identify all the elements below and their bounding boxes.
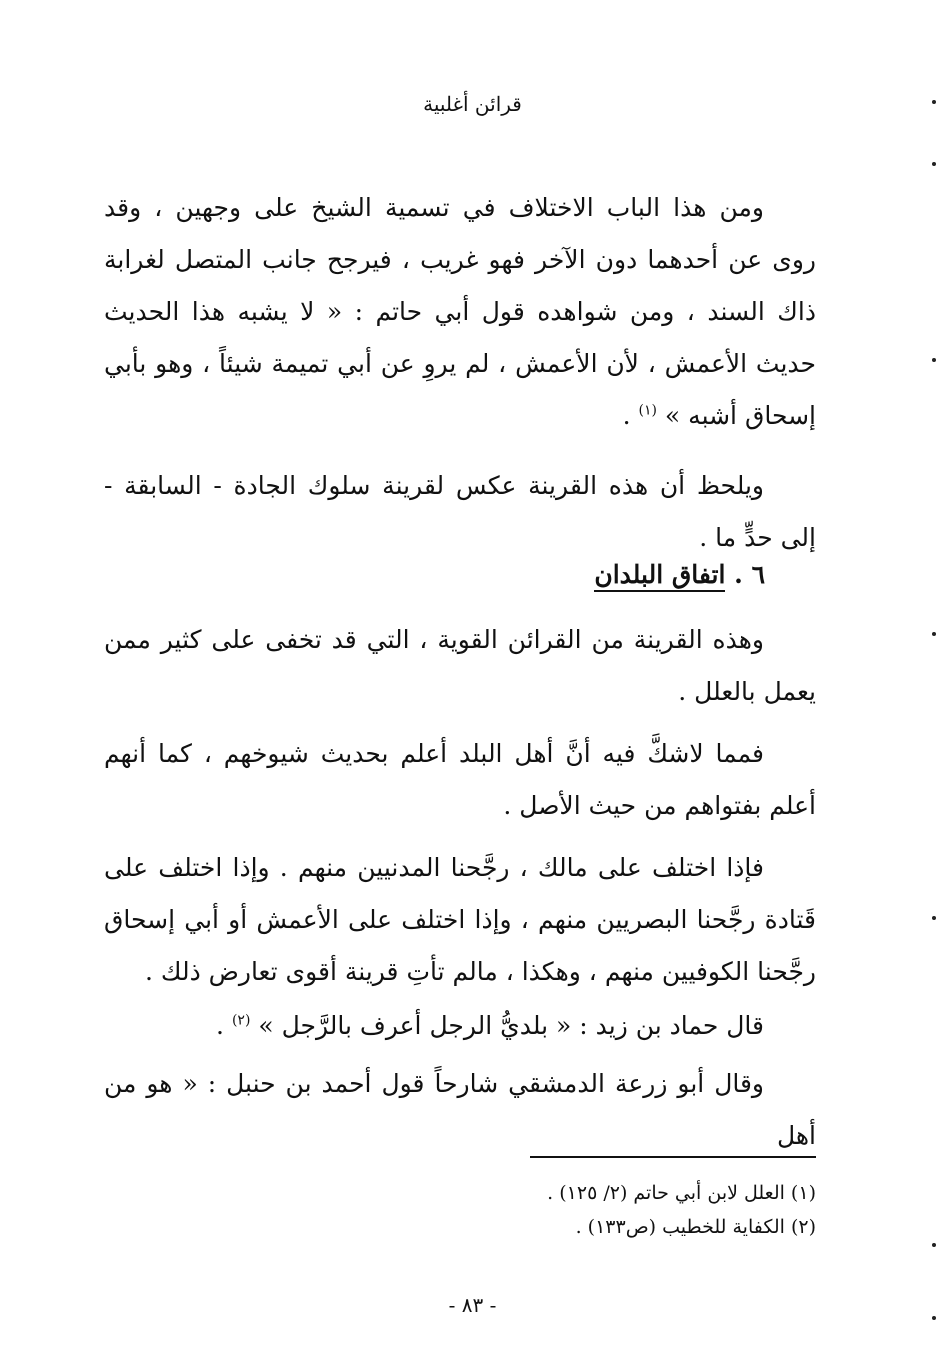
paragraph (104, 182, 816, 442)
scan-mark (932, 100, 936, 104)
scan-mark (932, 358, 936, 362)
running-head: قرائن أغلبية (423, 92, 522, 116)
paragraph-end: . (216, 1011, 232, 1040)
footnote-ref[interactable]: (١) (638, 402, 657, 419)
scan-mark (932, 162, 936, 166)
paragraph-text: فمما لاشكَّ فيه أنَّ أهل البلد أعلم بحديث شيوخهم ، كما أنهم أعلم بفتواهم من حيث الأصل . (104, 739, 816, 820)
scan-mark (932, 1243, 936, 1247)
section-title: اتفاق البلدان (594, 560, 725, 592)
page-number: - ٨٣ - (448, 1293, 497, 1317)
footnote: (٢) الكفاية للخطيب (ص١٣٣) . (575, 1216, 816, 1238)
footnote-ref[interactable]: (٢) (231, 1012, 251, 1029)
paragraph (104, 460, 816, 564)
paragraph-text: قال حماد بن زيد : « بلديُّ الرجل أعرف بالرَّجل » (258, 1011, 764, 1040)
body-block-bottom (104, 614, 816, 1162)
section-number: ٦ . (734, 560, 765, 589)
footnote: (١) العلل لابن أبي حاتم (٢/ ١٢٥) . (547, 1182, 816, 1204)
paragraph-text: ومن هذا الباب الاختلاف في تسمية الشيخ على وجهين ، وقد روى عن أحدهما دون الآخر فهو غريب ، فيرجح جانب المتصل لغرابة ذاك السند ، ومن شواهده قول أبي حاتم : « لا يشبه هذا الحديث حديث الأعمش ، لأن الأعمش ، لم يروِ عن أبي تميمة شيئاً ، وهو بأبي إسحاق أشبه » (104, 193, 816, 430)
paragraph (104, 842, 816, 998)
paragraph-text: وهذه القرينة من القرائن القوية ، التي قد تخفى على كثير ممن يعمل بالعلل . (104, 625, 816, 706)
section-heading (500, 558, 765, 592)
footnote-divider (530, 1156, 816, 1158)
scan-mark (932, 632, 936, 636)
paragraph-text: ويلحظ أن هذه القرينة عكس لقرينة سلوك الجادة - السابقة - إلى حدٍّ ما . (104, 471, 816, 552)
paragraph (104, 728, 816, 832)
scan-mark (932, 1316, 936, 1320)
paragraph-end: . (622, 401, 639, 430)
scan-mark (932, 916, 936, 920)
paragraph (104, 1000, 816, 1052)
footnotes (300, 1176, 816, 1244)
paragraph-text: وقال أبو زرعة الدمشقي شارحاً قول أحمد بن حنبل : « هو من أهل (104, 1069, 816, 1150)
paragraph (104, 614, 816, 718)
paragraph-text: فإذا اختلف على مالك ، رجَّحنا المدنيين منهم . وإذا اختلف على قَتادة رجَّحنا البصريين منهم ، وإذا اختلف على الأعمش أو أبي إسحاق رجَّحنا الكوفيين منهم ، وهكذا ، مالم تأتِ قرينة أقوى تعارض ذلك . (104, 853, 816, 986)
body-block-top (104, 182, 816, 564)
paragraph (104, 1058, 816, 1162)
